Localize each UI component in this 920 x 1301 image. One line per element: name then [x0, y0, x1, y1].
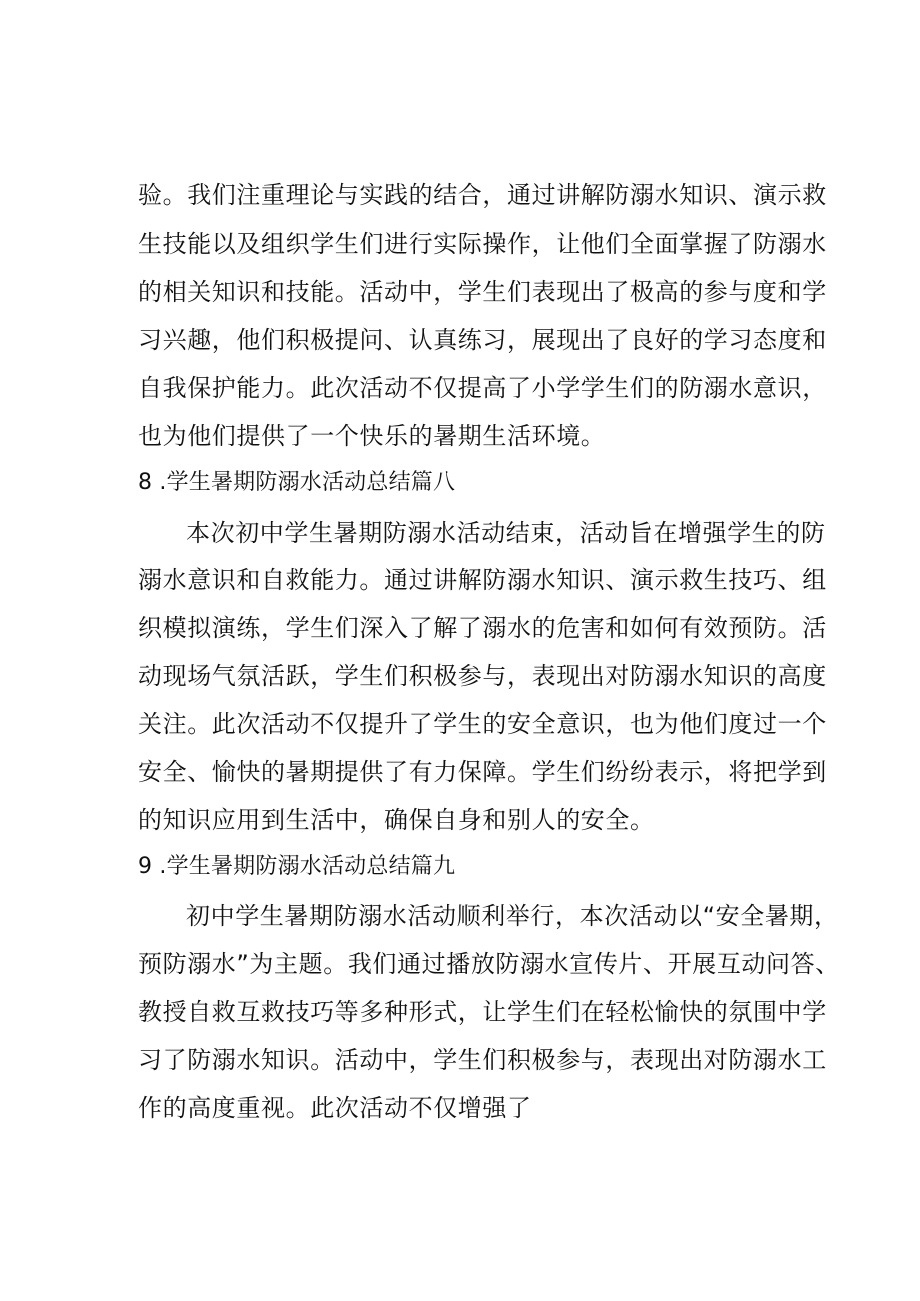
paragraph-line: 作的高度重视。此次活动不仅增强了 [138, 1094, 532, 1122]
paragraph-line: 预防溺水”为主题。我们通过播放防溺水宣传片、开展互动问答、 [138, 950, 840, 978]
paragraph-line: 也为他们提供了一个快乐的暑期生活环境。 [138, 422, 606, 450]
paragraph-line: 安全、愉快的暑期提供了有力保障。学生们纷纷表示，将把学到 [138, 758, 827, 786]
section-heading: 8 .学生暑期防溺水活动总结篇八 [138, 470, 456, 495]
paragraph-line: 习兴趣，他们积极提问、认真练习，展现出了良好的学习态度和 [138, 326, 827, 354]
paragraph-line: 织模拟演练，学生们深入了解了溺水的危害和如何有效预防。活 [138, 614, 827, 642]
paragraph-line: 本次初中学生暑期防溺水活动结束，活动旨在增强学生的防 [186, 519, 826, 547]
paragraph-line: 验。我们注重理论与实践的结合，通过讲解防溺水知识、演示救 [138, 181, 827, 209]
paragraph-line: 初中学生暑期防溺水活动顺利举行，本次活动以“安全暑期， [186, 902, 839, 930]
paragraph-line: 动现场气氛活跃，学生们积极参与，表现出对防溺水知识的高度 [138, 662, 827, 690]
paragraph-line: 生技能以及组织学生们进行实际操作，让他们全面掌握了防溺水 [138, 230, 827, 258]
paragraph-line: 习了防溺水知识。活动中，学生们积极参与，表现出对防溺水工 [138, 1046, 827, 1074]
paragraph-line: 关注。此次活动不仅提升了学生的安全意识，也为他们度过一个 [138, 710, 827, 738]
section-heading: 9 .学生暑期防溺水活动总结篇九 [138, 854, 456, 879]
paragraph-line: 自我保护能力。此次活动不仅提高了小学学生们的防溺水意识， [138, 374, 827, 402]
paragraph-line: 的相关知识和技能。活动中，学生们表现出了极高的参与度和学 [138, 278, 827, 306]
paragraph-line: 溺水意识和自救能力。通过讲解防溺水知识、演示救生技巧、组 [138, 566, 827, 594]
paragraph-line: 的知识应用到生活中，确保自身和别人的安全。 [138, 806, 655, 834]
paragraph-line: 教授自救互救技巧等多种形式，让学生们在轻松愉快的氛围中学 [138, 998, 827, 1026]
